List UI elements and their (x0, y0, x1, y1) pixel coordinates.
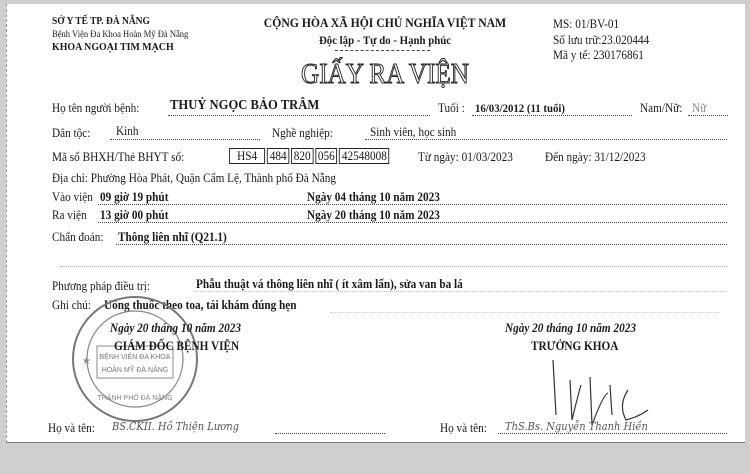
age-label: Tuổi : (438, 101, 465, 115)
diagnosis-value: Thông liên nhĩ (Q21.1) (118, 230, 227, 244)
ethnic-label: Dân tộc: (52, 126, 91, 140)
dotted-line (194, 291, 727, 292)
job-label: Nghề nghiệp: (272, 126, 333, 140)
dotted-line (688, 115, 728, 116)
medical-id: Mã y tế: 230176861 (553, 48, 644, 62)
form-code: MS: 01/BV-01 (553, 17, 620, 31)
dotted-line (168, 115, 430, 116)
insurance-part: 484 (267, 148, 289, 164)
dotted-line (98, 222, 727, 223)
patient-name: THUỶ NGỌC BẢO TRÂM (170, 98, 320, 113)
director-name: BS.CKII. Hồ Thiện Lương (112, 420, 239, 433)
svg-text:HOÀN MỸ ĐÀ NẴNG: HOÀN MỸ ĐÀ NẴNG (101, 367, 169, 374)
dotted-line (60, 266, 727, 267)
archive-number: Số lưu trữ:23.020444 (553, 33, 650, 47)
valid-to: Đến ngày: 31/12/2023 (545, 150, 646, 164)
discharge-date: Ngày 20 tháng 10 năm 2023 (307, 208, 440, 222)
treatment-value: Phẫu thuật vá thông liên nhĩ ( ít xâm lấn), sửa van ba lá (196, 277, 463, 291)
dotted-line (365, 139, 727, 140)
director-title: GIÁM ĐỐC BỆNH VIỆN (114, 339, 240, 353)
hospital-stamp (62, 284, 212, 434)
dotted-line (98, 204, 727, 205)
note-label: Ghi chú: (52, 298, 92, 312)
discharge-time: 13 giờ 00 phút (100, 208, 169, 222)
dotted-line (110, 139, 260, 140)
document-title: GIẤY RA VIỆN (300, 59, 470, 90)
admission-time: 09 giờ 19 phút (100, 190, 169, 204)
insurance-label: Mã số BHXH/Thẻ BHYT số: (52, 150, 185, 164)
svg-text:THÀNH PHỐ ĐÀ NẴNG: THÀNH PHỐ ĐÀ NẴNG (97, 395, 173, 402)
note-value: Uống thuốc theo toa, tái khám đúng hẹn (104, 298, 297, 312)
name-label: Họ tên người bệnh: (52, 101, 140, 115)
dept-health: SỞ Y TẾ TP. ĐÀ NẴNG (52, 16, 150, 27)
insurance-part: HS4 (229, 148, 265, 164)
dotted-line (330, 312, 720, 313)
sex-value: Nữ (692, 101, 707, 115)
department: KHOA NGOẠI TIM MẠCH (52, 41, 174, 53)
insurance-part: 820 (291, 148, 313, 164)
hospital-name: Bệnh Viện Đa Khoa Hoàn Mỹ Đà Nẵng (52, 30, 189, 40)
treatment-label: Phương pháp điều trị: (52, 279, 150, 293)
job-value: Sinh viên, học sinh (370, 125, 457, 139)
dotted-line (472, 115, 632, 116)
dotted-line (275, 433, 385, 434)
national-title: CỘNG HÒA XÃ HỘI CHỦ NGHĨA VIỆT NAM (263, 15, 507, 30)
svg-text:BỆNH VIỆN ĐA KHOA: BỆNH VIỆN ĐA KHOA (99, 354, 171, 361)
left-sign-date: Ngày 20 tháng 10 năm 2023 (110, 321, 241, 335)
discharge-label: Ra viện (52, 208, 87, 222)
diagnosis-label: Chẩn đoán: (52, 230, 104, 244)
admission-date: Ngày 04 tháng 10 năm 2023 (307, 190, 440, 204)
address: Địa chỉ: Phường Hòa Phát, Quận Cẩm Lệ, Thành phố Đà Nẵng (52, 171, 336, 185)
right-name-label: Họ và tên: (440, 421, 487, 435)
insurance-number (229, 148, 391, 164)
motto-underline (335, 50, 430, 51)
admission-label: Vào viện (52, 190, 93, 204)
insurance-part: 056 (315, 148, 337, 164)
head-of-dept-title: TRƯỞNG KHOA (531, 339, 619, 353)
national-motto: Độc lập - Tự do - Hạnh phúc (318, 33, 452, 47)
valid-from: Từ ngày: 01/03/2023 (418, 150, 513, 164)
right-sign-date: Ngày 20 tháng 10 năm 2023 (505, 321, 636, 335)
left-name-label: Họ và tên: (48, 421, 95, 435)
sex-label: Nam/Nữ: (640, 101, 683, 115)
ethnic-value: Kinh (116, 124, 139, 138)
birth-date: 16/03/2012 (11 tuổi) (475, 101, 566, 115)
svg-text:★: ★ (82, 356, 91, 367)
insurance-part: 42548008 (339, 148, 389, 164)
dotted-line (498, 433, 727, 434)
dotted-line (116, 244, 727, 245)
head-name: ThS.Bs. Nguyễn Thanh Hiền (505, 420, 648, 433)
